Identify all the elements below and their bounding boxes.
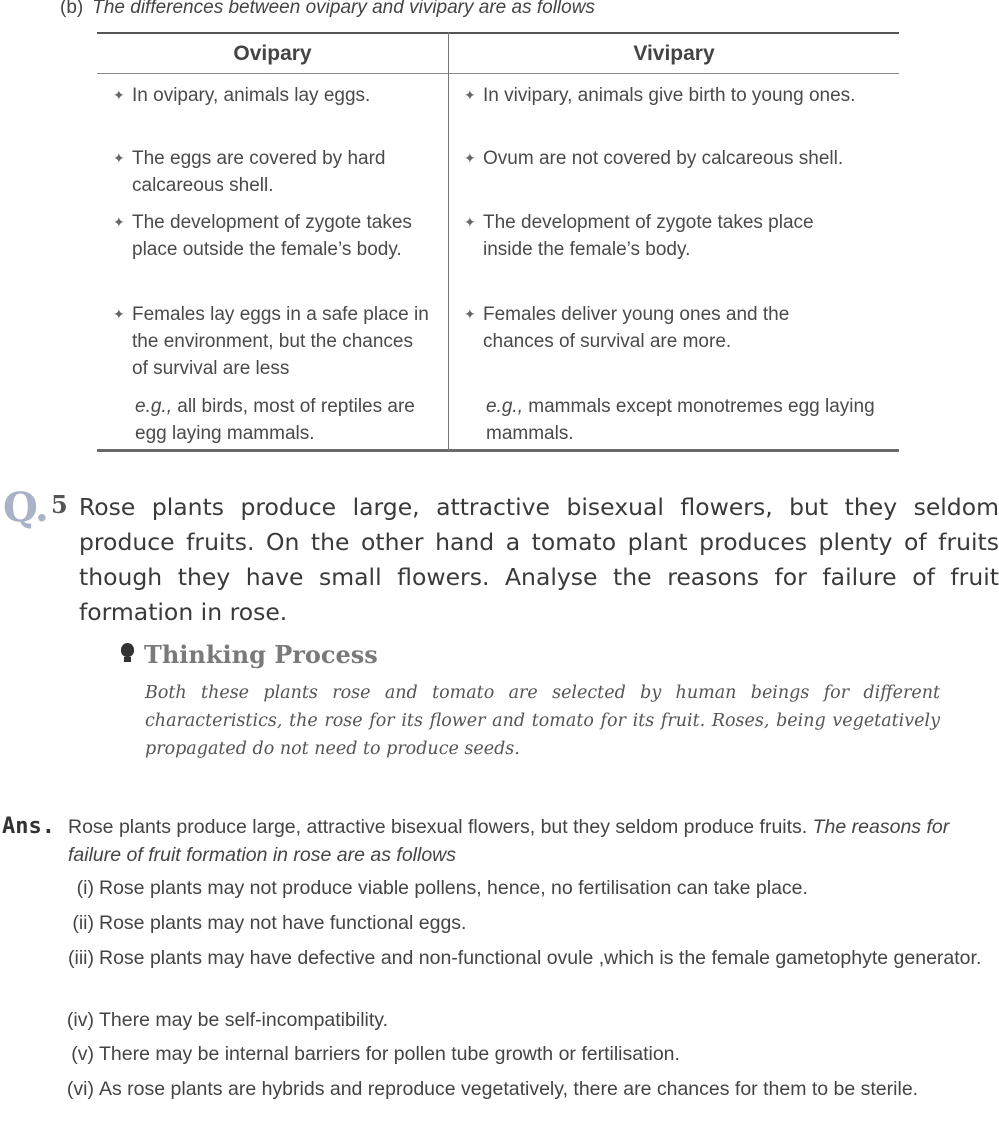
cell-text: Ovum are not covered by calcareous shell.: [483, 148, 844, 169]
thinking-process-text: Both these plants rose and tomato are selected by human beings for different characteristics, the rose for its flower and tomato for its fruit. Roses, being vegetatively propagated do not need to produce seeds.: [145, 683, 940, 759]
column-header-vivipary: Vivipary: [633, 42, 715, 65]
column-header-ovipary: Ovipary: [233, 42, 312, 65]
item-number: (ii): [72, 912, 94, 934]
question-number: 5: [51, 490, 68, 519]
item-text: Rose plants may not produce viable pollens, hence, no fertilisation can take place.: [99, 877, 808, 899]
cell-text: Females lay eggs in a safe place in the environment, but the chances of survival are less: [132, 304, 429, 379]
item-number: (v): [71, 1043, 94, 1065]
item-number: (i): [76, 877, 94, 899]
table-cell: [113, 145, 433, 199]
answer-intro: [68, 813, 998, 869]
item-number: (iv): [66, 1009, 94, 1031]
thinking-process-heading: [118, 640, 378, 669]
answer-item: [56, 1076, 999, 1103]
table-cell: [113, 82, 433, 109]
item-text: Rose plants may have defective and non-functional ovule ,which is the female gametophyte generator.: [99, 947, 982, 969]
cell-text: In ovipary, animals lay eggs.: [132, 85, 371, 106]
bullet-icon: ✦: [464, 214, 476, 230]
question-text: Rose plants produce large, attractive bisexual flowers, but they seldom produce fruits. On the other hand a tomato plant produces plenty of fruits though they have small flowers. Analyse the reasons for failure of fruit formation in rose.: [79, 493, 999, 626]
table-top-rule: [97, 32, 899, 34]
item-number: (iii): [68, 947, 94, 969]
cell-text: In vivipary, animals give birth to young ones.: [483, 85, 856, 106]
example-text: mammals except monotremes egg laying mammals.: [486, 396, 875, 444]
answer-item: [56, 1007, 999, 1034]
item-text: Rose plants may not have functional eggs.: [99, 912, 467, 934]
answer-intro-text: Rose plants produce large, attractive bisexual flowers, but they seldom produce fruits.: [68, 816, 808, 838]
example-prefix: e.g.,: [135, 396, 172, 417]
table-cell: [464, 82, 884, 109]
table-bottom-rule: [97, 449, 899, 452]
answer-item: [56, 910, 999, 937]
answer-intro-italic: The reasons for failure of fruit formation in rose are as follows: [68, 816, 950, 866]
answer-item: [56, 875, 999, 902]
example-text: all birds, most of reptiles are egg laying mammals.: [135, 396, 415, 444]
answer-label: Ans.: [2, 814, 55, 839]
lightbulb-icon: [118, 641, 138, 665]
bullet-icon: ✦: [113, 306, 125, 322]
answer-item: [56, 1041, 999, 1068]
table-cell: [113, 209, 433, 263]
item-text: As rose plants are hybrids and reproduce vegetatively, there are chances for them to be sterile.: [99, 1078, 919, 1100]
answer-item: [56, 945, 999, 972]
thinking-process-title: Thinking Process: [144, 640, 378, 669]
table-cell: [464, 209, 859, 263]
part-b-label: (b): [60, 0, 84, 18]
table-cell: [113, 301, 433, 382]
part-b-text: The differences between ovipary and vivipary are as follows: [92, 0, 595, 18]
bullet-icon: ✦: [113, 214, 125, 230]
bullet-icon: ✦: [464, 150, 476, 166]
item-text: There may be self-incompatibility.: [99, 1009, 388, 1031]
table-header-rule: [97, 73, 899, 74]
cell-text: The development of zygote takes place inside the female’s body.: [483, 212, 814, 260]
question-mark-label: Q.: [3, 484, 48, 531]
bullet-icon: ✦: [464, 87, 476, 103]
bullet-icon: ✦: [464, 306, 476, 322]
bullet-icon: ✦: [113, 150, 125, 166]
table-cell: [464, 145, 884, 172]
table-column-divider: [448, 32, 449, 452]
item-number: (vi): [66, 1078, 94, 1100]
cell-text: The development of zygote takes place outside the female’s body.: [132, 212, 412, 260]
comparison-table: [97, 32, 899, 452]
table-cell: [464, 301, 824, 355]
example-prefix: e.g.,: [486, 396, 523, 417]
bullet-icon: ✦: [113, 87, 125, 103]
example-ovipary: [135, 393, 435, 447]
cell-text: Females deliver young ones and the chances of survival are more.: [483, 304, 790, 352]
cell-text: The eggs are covered by hard calcareous shell.: [132, 148, 386, 196]
item-text: There may be internal barriers for pollen tube growth or fertilisation.: [99, 1043, 680, 1065]
example-vivipary: [486, 393, 886, 447]
part-b-heading: [60, 0, 595, 19]
